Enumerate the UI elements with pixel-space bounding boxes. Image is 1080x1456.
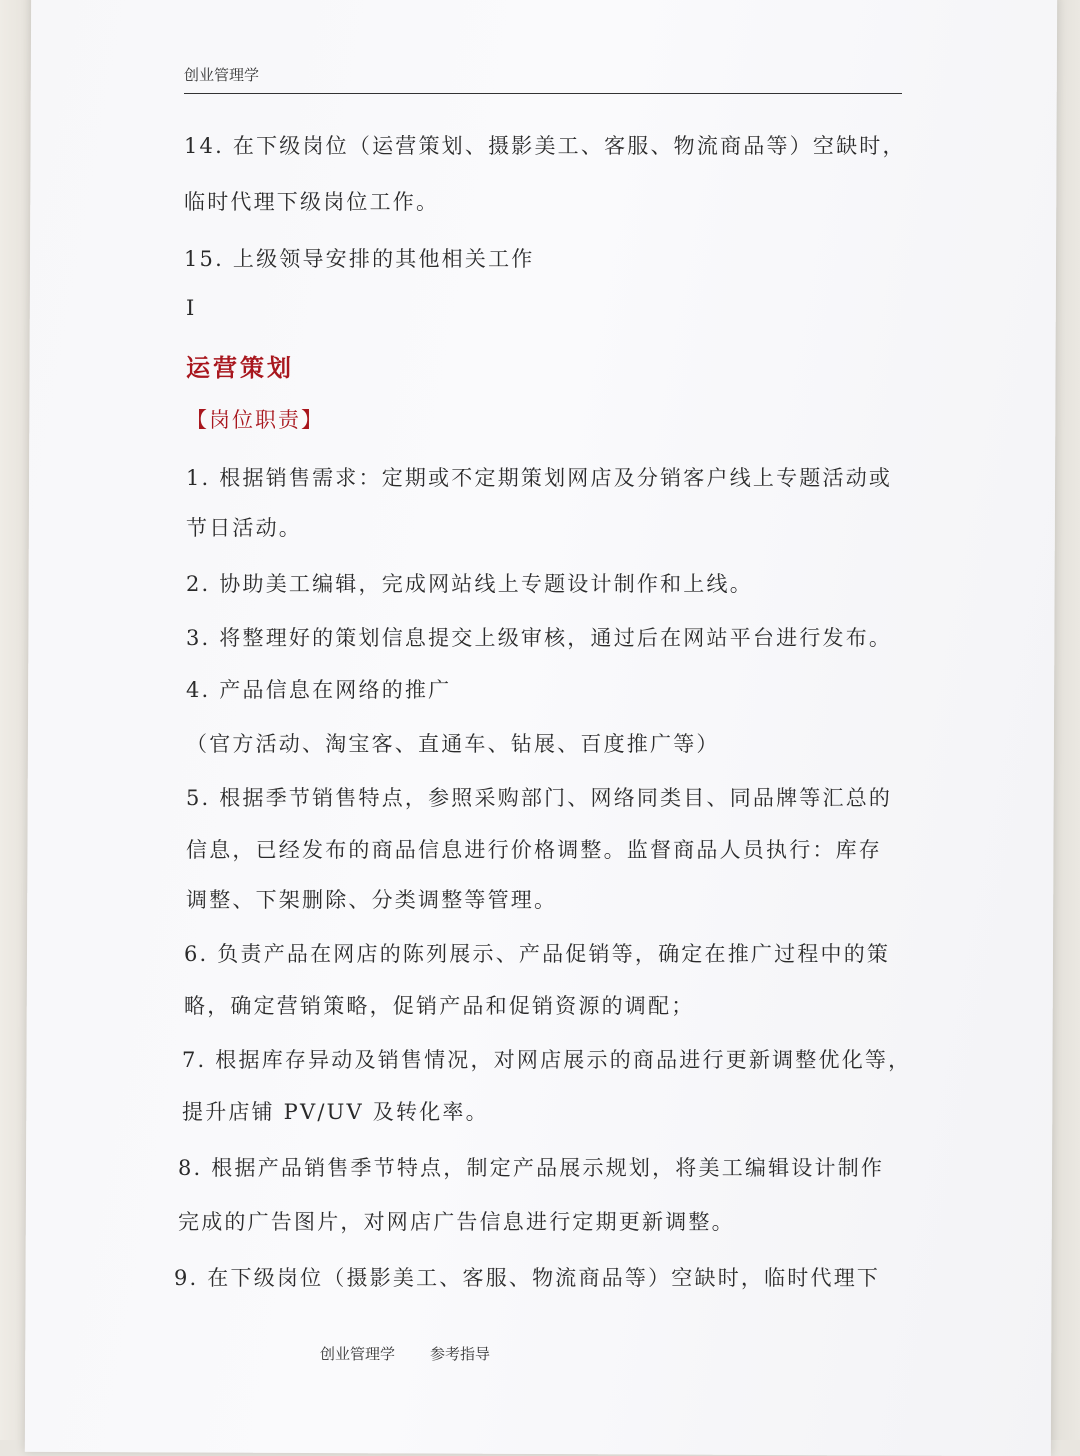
duty-6-line-1: 6. 负责产品在网店的陈列展示、产品促销等，确定在推广过程中的策 — [184, 942, 891, 966]
duty-5-line-1: 5. 根据季节销售特点，参照采购部门、网络同类目、同品牌等汇总的 — [186, 786, 893, 810]
page-header-title: 创业管理学 — [184, 66, 260, 84]
duty-4-line-1: 4. 产品信息在网络的推广 — [186, 678, 452, 702]
duty-5-line-3: 调整、下架删除、分类调整等管理。 — [186, 888, 558, 912]
header-divider — [184, 93, 902, 94]
item-14-line-2: 临时代理下级岗位工作。 — [184, 190, 440, 214]
footer-left-text: 创业管理学 — [320, 1345, 396, 1363]
duty-5-line-2: 信息，已经发布的商品信息进行价格调整。监督商品人员执行：库存 — [186, 838, 882, 862]
duty-7-line-2: 提升店铺 PV/UV 及转化率。 — [182, 1100, 489, 1124]
text-cursor-mark: I — [186, 296, 197, 320]
duty-9: 9. 在下级岗位（摄影美工、客服、物流商品等）空缺时，临时代理下 — [174, 1266, 881, 1290]
duty-6-line-2: 略，确定营销策略，促销产品和促销资源的调配； — [184, 994, 695, 1018]
duty-8-line-1: 8. 根据产品销售季节特点，制定产品展示规划，将美工编辑设计制作 — [178, 1156, 885, 1180]
item-14-line-1: 14. 在下级岗位（运营策划、摄影美工、客服、物流商品等）空缺时， — [184, 134, 906, 158]
section-heading: 运营策划 — [186, 353, 294, 382]
item-15: 15. 上级领导安排的其他相关工作 — [184, 247, 535, 271]
footer-right-text: 参考指导 — [430, 1345, 491, 1363]
duty-1-line-1: 1. 根据销售需求：定期或不定期策划网店及分销客户线上专题活动或 — [186, 466, 893, 490]
duty-7-line-1: 7. 根据库存异动及销售情况，对网店展示的商品进行更新调整优化等， — [182, 1048, 912, 1072]
duty-4-line-2: （官方活动、淘宝客、直通车、钻展、百度推广等） — [186, 732, 720, 756]
duty-2: 2. 协助美工编辑，完成网站线上专题设计制作和上线。 — [186, 572, 753, 596]
duty-8-line-2: 完成的广告图片，对网店广告信息进行定期更新调整。 — [178, 1210, 735, 1234]
duty-1-line-2: 节日活动。 — [186, 516, 302, 540]
duty-3: 3. 将整理好的策划信息提交上级审核，通过后在网站平台进行发布。 — [186, 626, 893, 650]
section-subheading: 【岗位职责】 — [186, 408, 324, 432]
